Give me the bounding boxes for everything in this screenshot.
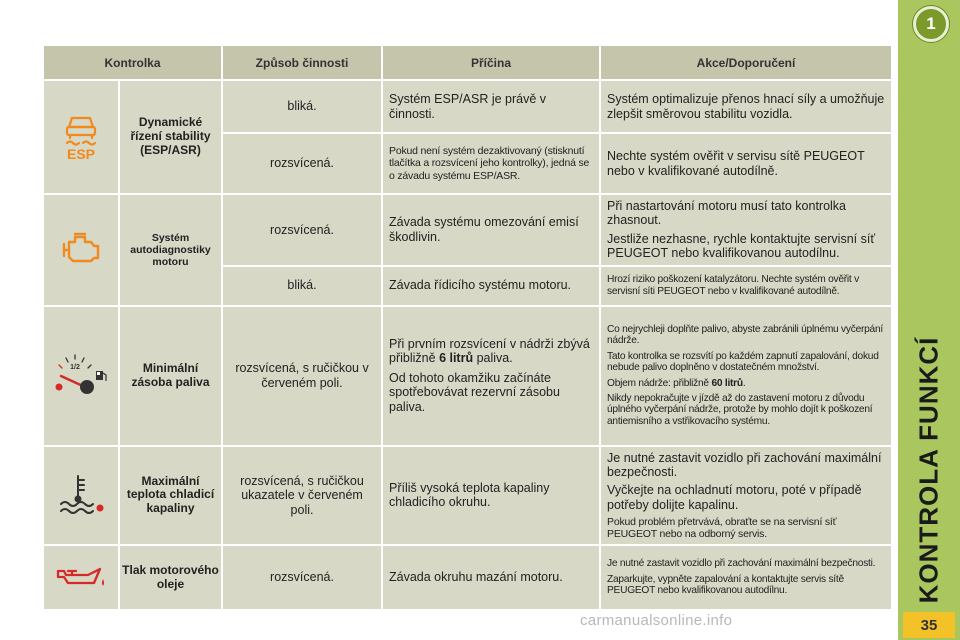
chapter-title: KONTROLA FUNKCÍ	[913, 336, 944, 604]
oil-action-1: Je nutné zastavit vozidlo při zachování maximální bezpečnosti.	[607, 558, 876, 570]
warning-lights-table	[44, 46, 891, 611]
coolant-name: Maximální teplota chladicí kapaliny	[120, 447, 223, 547]
page-number: 35	[920, 616, 938, 634]
esp-action-1: Systém optimalizuje přenos hnací síly a umožňuje zlepšit směrovou stabilitu vozidla.	[601, 81, 891, 134]
fuel-action-3c: .	[742, 377, 746, 389]
coolant-temperature-icon	[56, 472, 106, 516]
fuel-action-2: Tato kontrolka se rozsvítí po každém zapnutí zapalování, dokud nebude palivo doplněno v dostatečném množství.	[607, 350, 879, 374]
fuel-cause	[383, 307, 601, 447]
oil-action	[601, 546, 891, 611]
engine-check-icon	[58, 230, 104, 266]
chapter-number: 1	[926, 14, 936, 33]
table-row	[44, 447, 891, 547]
fuel-cause-2: Od tohoto okamžiku začínáte spotřebovávat rezervní zásobu paliva.	[389, 370, 560, 414]
fuel-action-1: Co nejrychleji doplňte palivo, abyste zabránili úplnému vyčerpání nádrže.	[607, 323, 883, 347]
watermark: carmanualsonline.info	[580, 612, 733, 629]
coolant-mode: rozsvícená, s ručičkou ukazatele v červeném poli.	[223, 447, 383, 547]
table-header-row	[44, 46, 891, 81]
oil-action-2: Zaparkujte, vypněte zapalování a kontaktujte servis sítě PEUGEOT nebo kvalifikovanou autodílnu.	[607, 573, 844, 597]
esp-icon-text: ESP	[66, 146, 96, 163]
fuel-gauge-icon	[51, 349, 111, 399]
oil-name: Tlak motorového oleje	[120, 546, 223, 611]
table-row	[44, 81, 891, 134]
esp-mode-1: bliká.	[223, 81, 383, 134]
coolant-action-1: Je nutné zastavit vozidlo při zachování maximální bezpečnosti.	[607, 450, 882, 479]
coolant-action-2: Vyčkejte na ochladnutí motoru, poté v případě potřeby dolijte kapalinu.	[607, 483, 862, 512]
oil-mode: rozsvícená.	[223, 546, 383, 611]
fuel-cause-1c: paliva.	[476, 351, 513, 366]
fuel-action-3b: 60 litrů	[711, 377, 743, 389]
esp-action-2: Nechte systém ověřit v servisu sítě PEUGEOT nebo v kvalifikované autodílně.	[601, 134, 891, 195]
fuel-gauge-label: 1/2	[70, 363, 80, 371]
fuel-name: Minimální zásoba paliva	[120, 307, 223, 447]
fuel-mode: rozsvícená, s ručičkou v červeném poli.	[223, 307, 383, 447]
oil-pressure-icon	[54, 561, 108, 591]
header-akce: Akce/Doporučení	[601, 46, 891, 81]
table-row	[44, 195, 891, 267]
fuel-cause-1	[389, 337, 593, 366]
page-number-badge	[903, 612, 955, 638]
engine-action-1b: Jestliže nezhasne, rychle kontaktujte servisní síť PEUGEOT nebo kvalifikovanou autodílnu.	[607, 231, 876, 261]
chapter-number-badge	[913, 6, 949, 42]
engine-mode-2: bliká.	[223, 267, 383, 307]
fuel-action-3a: Objem nádrže: přibližně	[607, 377, 709, 389]
oil-cause: Závada okruhu mazání motoru.	[383, 546, 601, 611]
table-row	[44, 546, 891, 611]
coolant-cause: Příliš vysoká teplota kapaliny chladicího okruhu.	[383, 447, 601, 547]
table-row	[44, 307, 891, 447]
fuel-action-3	[607, 378, 885, 389]
fuel-cause-1b: 6 litrů	[439, 351, 474, 366]
oil-icon-cell	[44, 546, 120, 611]
esp-cause-2: Pokud není systém dezaktivovaný (stisknutí tlačítka a rozsvícení jeho kontrolky), jedná se o závadu systému ESP/ASR.	[383, 134, 601, 195]
fuel-action	[601, 307, 891, 447]
coolant-icon-cell	[44, 447, 120, 547]
coolant-action-3: Pokud problém přetrvává, obraťte se na servisní síť PEUGEOT nebo na odborný servis.	[607, 516, 837, 541]
fuel-icon-cell	[44, 307, 120, 447]
engine-action-1	[601, 195, 891, 267]
esp-mode-2: rozsvícená.	[223, 134, 383, 195]
engine-cause-2: Závada řídicího systému motoru.	[383, 267, 601, 307]
engine-icon-cell	[44, 195, 120, 307]
esp-name: Dynamické řízení stability (ESP/ASR)	[120, 81, 223, 195]
fuel-action-4: Nikdy nepokračujte v jízdě až do zastavení motoru z důvodu úplného vyčerpání nádrže, protože by mohlo dojít k poškození antiemisního a vstřikovacího systému.	[607, 392, 873, 427]
engine-action-2: Hrozí riziko poškození katalyzátoru. Nechte systém ověřit v servisní síti PEUGEOT nebo v kvalifikované autodílně.	[601, 267, 891, 307]
header-kontrolka: Kontrolka	[44, 46, 223, 81]
engine-diag-name: Systém autodiagnostiky motoru	[120, 195, 223, 307]
esp-warning-icon	[59, 107, 103, 163]
engine-mode-1: rozsvícená.	[223, 195, 383, 267]
fuel-cause-1a: Při prvním rozsvícení v nádrži zbývá přibližně	[389, 337, 590, 366]
coolant-action	[601, 447, 891, 547]
engine-cause-1: Závada systému omezování emisí škodlivin.	[383, 195, 601, 267]
engine-action-1a: Při nastartování motoru musí tato kontrolka zhasnout.	[607, 199, 847, 228]
esp-icon-cell	[44, 81, 120, 195]
esp-cause-1: Systém ESP/ASR je právě v činnosti.	[383, 81, 601, 134]
header-pricina: Příčina	[383, 46, 601, 81]
header-zpusob: Způsob činnosti	[223, 46, 383, 81]
